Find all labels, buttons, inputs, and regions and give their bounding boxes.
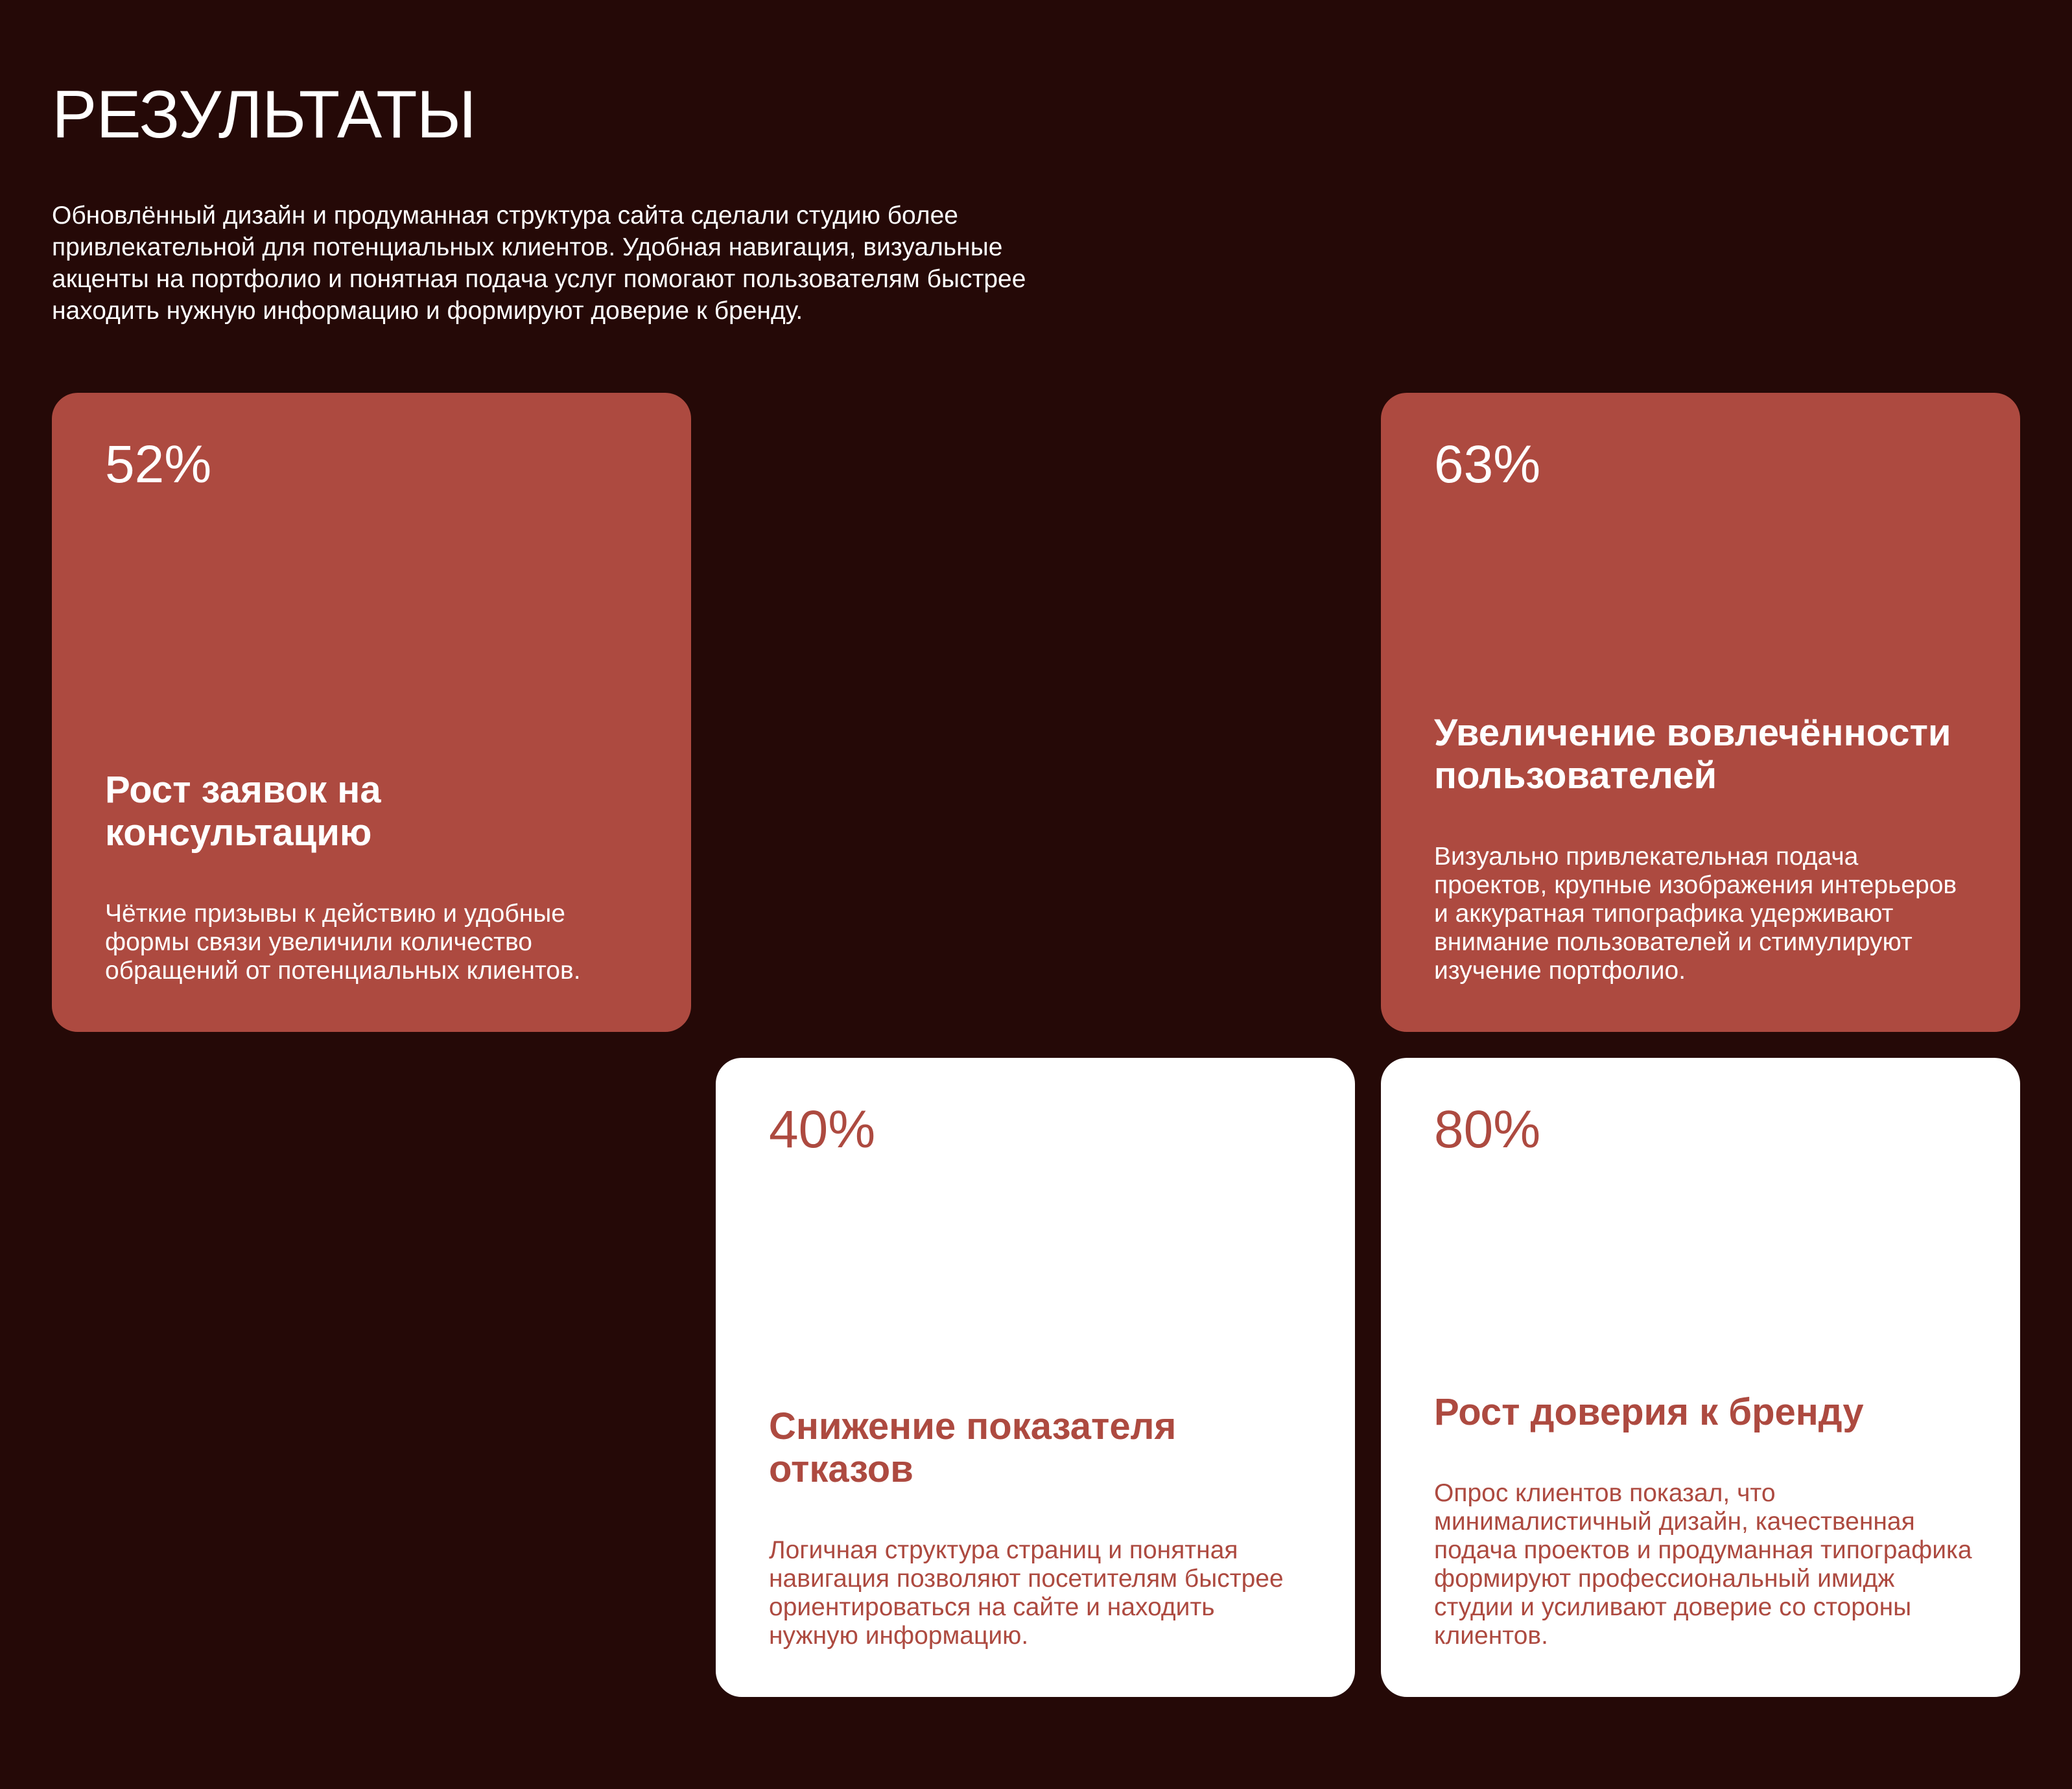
card-description: Визуально привлекательная подача проектов, крупные изображения интерьеров и аккуратная типографика удерживают внимание пользователей и стимулируют изучение портфолио. bbox=[1434, 843, 1957, 985]
card-percent: 80% bbox=[1434, 1100, 1541, 1159]
page-title: РЕЗУЛЬТАТЫ bbox=[52, 77, 476, 152]
result-card-consultations bbox=[52, 393, 691, 1032]
card-content bbox=[105, 769, 646, 985]
result-card-bounce-rate bbox=[716, 1058, 1355, 1697]
card-percent: 40% bbox=[769, 1100, 876, 1159]
card-percent: 63% bbox=[1434, 435, 1541, 494]
result-card-brand-trust bbox=[1381, 1058, 2020, 1697]
card-heading: Увеличение вовлечённости пользователей bbox=[1434, 712, 1951, 797]
result-card-engagement bbox=[1381, 393, 2020, 1032]
card-content bbox=[1434, 712, 1975, 985]
card-heading: Рост доверия к бренду bbox=[1434, 1391, 1864, 1433]
card-heading: Снижение показателя отказов bbox=[769, 1405, 1177, 1490]
card-description: Логичная структура страниц и понятная навигация позволяют посетителям быстрее ориентироваться на сайте и находить нужную информацию. bbox=[769, 1536, 1284, 1650]
card-content bbox=[769, 1405, 1310, 1650]
card-description: Чёткие призывы к действию и удобные формы связи увеличили количество обращений от потенциальных клиентов. bbox=[105, 900, 581, 985]
card-percent: 52% bbox=[105, 435, 212, 494]
card-heading: Рост заявок на консультацию bbox=[105, 769, 381, 854]
intro-text: Обновлённый дизайн и продуманная структура сайта сделали студию более привлекательной для потенциальных клиентов. Удобная навигация, визуальные акценты на портфолио и понятная подача услуг помогают пользователям быстрее находить нужную информацию и формируют доверие к бренду. bbox=[52, 202, 1026, 325]
card-description: Опрос клиентов показал, что минималистичный дизайн, качественная подача проектов и продуманная типографика формируют профессиональный имидж студии и усиливают доверие со стороны клиентов. bbox=[1434, 1479, 1972, 1650]
card-content bbox=[1434, 1391, 1975, 1650]
